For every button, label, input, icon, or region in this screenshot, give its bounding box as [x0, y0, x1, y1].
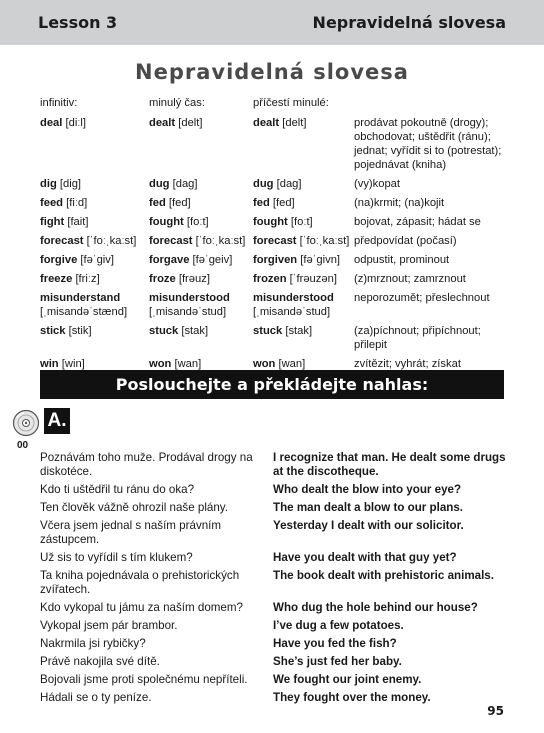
english-sentence: I’ve dug a few potatoes. — [273, 619, 404, 632]
table-row — [40, 291, 510, 324]
pronunciation: [ˌmisandəˈstud] — [149, 306, 227, 318]
past-participle: fought — [253, 216, 288, 228]
past-tense: forecast — [149, 235, 193, 247]
pronunciation: [delt] — [178, 117, 203, 129]
pronunciation: [fed] — [272, 197, 295, 209]
table-row — [40, 196, 510, 215]
infinitive-cell — [40, 253, 149, 272]
sentence-row — [40, 637, 510, 655]
sentence-row — [40, 619, 510, 637]
past-participle: forgiven — [253, 254, 298, 266]
english-sentence: Who dealt the blow into your eye? — [273, 483, 462, 496]
czech-sentence: Ten člověk vážně ohrozil naše plány. — [40, 501, 228, 514]
meaning-cell: prodávat pokoutně (drogy); obchodovat; uštědřit (ránu); jednat; vyřídit si to (potrestat); pojednávat (kniha) — [354, 117, 502, 171]
chapter-title: Nepravidelná slovesa — [312, 13, 506, 32]
past-participle: frozen — [253, 273, 287, 285]
column-header: příčestí minulé: — [253, 97, 329, 109]
table-header-row — [40, 96, 510, 116]
pronunciation: [stak] — [285, 325, 313, 337]
past-tense-cell — [149, 234, 253, 253]
sentence-row — [40, 451, 510, 483]
czech-sentence: Právě nakojila své dítě. — [40, 655, 160, 668]
column-header — [354, 96, 510, 116]
infinitive: stick — [40, 325, 66, 337]
past-participle-cell — [253, 291, 354, 324]
past-tense: froze — [149, 273, 176, 285]
table-row — [40, 215, 510, 234]
page-number: 95 — [487, 704, 504, 718]
table-row — [40, 234, 510, 253]
past-tense-cell — [149, 177, 253, 196]
past-participle-cell — [253, 116, 354, 177]
pronunciation: [foːt] — [186, 216, 209, 228]
past-tense-cell — [149, 324, 253, 357]
pronunciation: [ˈfrəuzən] — [289, 273, 337, 285]
pronunciation: [fəˈgiv] — [80, 254, 114, 266]
page-title: Nepravidelná slovesa — [135, 60, 409, 84]
sentence-row — [40, 483, 510, 501]
pronunciation: [fəˈgeiv] — [192, 254, 233, 266]
past-tense: won — [149, 358, 172, 370]
pronunciation: [dig] — [59, 178, 82, 190]
pronunciation: [fiːd] — [66, 197, 88, 209]
english-sentence: Who dug the hole behind our house? — [273, 601, 478, 614]
meaning-cell: (za)píchnout; připíchnout; přilepit — [354, 325, 481, 351]
past-participle-cell — [253, 272, 354, 291]
meaning-cell: bojovat, zápasit; hádat se — [354, 216, 481, 228]
pronunciation: [fəˈgivn] — [300, 254, 341, 266]
infinitive: forecast — [40, 235, 84, 247]
czech-sentence: Včera jsem jednal s naším právním zástupcem. — [40, 519, 222, 546]
english-sentence: They fought over the money. — [273, 691, 431, 704]
sentence-row — [40, 655, 510, 673]
past-participle: dug — [253, 178, 274, 190]
english-sentence: Have you fed the fish? — [273, 637, 397, 650]
past-tense: fought — [149, 216, 184, 228]
meaning-cell: (na)krmit; (na)kojit — [354, 197, 445, 209]
sentence-row — [40, 501, 510, 519]
infinitive-cell — [40, 272, 149, 291]
infinitive: freeze — [40, 273, 73, 285]
infinitive: fight — [40, 216, 65, 228]
meaning-cell: zvítězit; vyhrát; získat — [354, 358, 461, 370]
pronunciation: [ˈfoːˌkaːst] — [195, 235, 246, 247]
past-participle-cell — [253, 215, 354, 234]
past-participle-cell — [253, 234, 354, 253]
table-row — [40, 177, 510, 196]
past-participle: forecast — [253, 235, 297, 247]
past-tense-cell — [149, 116, 253, 177]
past-participle-cell — [253, 177, 354, 196]
past-tense-cell — [149, 215, 253, 234]
czech-sentence: Poznávám toho muže. Prodával drogy na diskotéce. — [40, 451, 253, 478]
past-participle: won — [253, 358, 276, 370]
section-label: A. — [44, 408, 70, 434]
english-sentence: She’s just fed her baby. — [273, 655, 402, 668]
column-header: minulý čas: — [149, 97, 205, 109]
column-header: infinitiv: — [40, 97, 78, 109]
pronunciation: [foːt] — [290, 216, 313, 228]
lesson-label: Lesson 3 — [38, 13, 118, 32]
english-sentence: Yesterday I dealt with our solicitor. — [273, 519, 464, 532]
infinitive-cell — [40, 324, 149, 357]
irregular-verbs-table — [40, 96, 510, 376]
past-tense-cell — [149, 272, 253, 291]
pronunciation: [stik] — [68, 325, 92, 337]
past-tense-cell — [149, 253, 253, 272]
pronunciation: [frəuz] — [178, 273, 210, 285]
pronunciation: [fed] — [168, 197, 191, 209]
infinitive-cell — [40, 234, 149, 253]
meaning-cell: (z)mrznout; zamrznout — [354, 273, 466, 285]
infinitive-cell — [40, 116, 149, 177]
czech-sentence: Kdo ti uštědřil tu ránu do oka? — [40, 483, 195, 496]
infinitive-cell — [40, 215, 149, 234]
past-participle-cell — [253, 196, 354, 215]
past-tense: dug — [149, 178, 170, 190]
meaning-cell: odpustit, prominout — [354, 254, 450, 266]
infinitive: misunderstand — [40, 292, 121, 304]
past-tense: dealt — [149, 117, 176, 129]
sentence-row — [40, 601, 510, 619]
pronunciation: [diːl] — [65, 117, 87, 129]
pronunciation: [ˈfoːˌkaːst] — [299, 235, 350, 247]
pronunciation: [win] — [61, 358, 85, 370]
pronunciation: [friːz] — [75, 273, 100, 285]
past-tense-cell — [149, 291, 253, 324]
pronunciation: [dag] — [276, 178, 302, 190]
past-tense: stuck — [149, 325, 179, 337]
pronunciation: [ˌmisandəˈstud] — [253, 306, 331, 318]
meaning-cell: předpovídat (počasí) — [354, 235, 457, 247]
infinitive: win — [40, 358, 59, 370]
past-participle: misunderstood — [253, 292, 334, 304]
pronunciation: [stak] — [181, 325, 209, 337]
page-header — [0, 0, 544, 45]
infinitive: feed — [40, 197, 64, 209]
infinitive-cell — [40, 177, 149, 196]
pronunciation: [delt] — [282, 117, 307, 129]
infinitive: forgive — [40, 254, 78, 266]
past-tense: forgave — [149, 254, 190, 266]
english-sentence: Have you dealt with that guy yet? — [273, 551, 457, 564]
pronunciation: [wan] — [278, 358, 306, 370]
sentence-row — [40, 519, 510, 551]
czech-sentence: Hádali se o ty peníze. — [40, 691, 152, 704]
past-participle-cell — [253, 324, 354, 357]
pronunciation: [wan] — [174, 358, 202, 370]
past-tense-cell — [149, 196, 253, 215]
pronunciation: [fait] — [67, 216, 89, 228]
meaning-cell: neporozumět; přeslechnout — [354, 292, 490, 304]
meaning-cell: (vy)kopat — [354, 178, 401, 190]
czech-sentence: Bojovali jsme proti společnému nepříteli. — [40, 673, 248, 686]
english-sentence: The man dealt a blow to our plans. — [273, 501, 464, 514]
table-row — [40, 253, 510, 272]
sentence-row — [40, 569, 510, 601]
past-tense: misunderstood — [149, 292, 230, 304]
table-row — [40, 272, 510, 291]
english-sentence: I recognize that man. He dealt some drugs at the discotheque. — [273, 451, 506, 478]
past-participle: fed — [253, 197, 270, 209]
table-row — [40, 324, 510, 357]
cd-icon[interactable] — [12, 409, 40, 437]
table-row — [40, 116, 510, 177]
exercise-banner: Poslouchejte a překládejte nahlas: — [40, 370, 504, 399]
sentence-row — [40, 673, 510, 691]
infinitive-cell — [40, 291, 149, 324]
infinitive: deal — [40, 117, 63, 129]
past-participle: dealt — [253, 117, 280, 129]
sentence-row — [40, 691, 510, 709]
czech-sentence: Už sis to vyřídil s tím klukem? — [40, 551, 193, 564]
track-number: 00 — [17, 440, 29, 451]
past-participle-cell — [253, 253, 354, 272]
czech-sentence: Ta kniha pojednávala o prehistorických zvířatech. — [40, 569, 240, 596]
czech-sentence: Kdo vykopal tu jámu za naším domem? — [40, 601, 243, 614]
pronunciation: [ˈfoːˌkaːst] — [86, 235, 137, 247]
sentence-row — [40, 551, 510, 569]
czech-sentence: Vykopal jsem pár brambor. — [40, 619, 178, 632]
english-sentence: We fought our joint enemy. — [273, 673, 422, 686]
pronunciation: [ˌmisandəˈstænd] — [40, 306, 128, 318]
infinitive-cell — [40, 196, 149, 215]
past-tense: fed — [149, 197, 166, 209]
czech-sentence: Nakrmila jsi rybičky? — [40, 637, 146, 650]
sentence-pairs — [40, 451, 510, 709]
english-sentence: The book dealt with prehistoric animals. — [273, 569, 494, 582]
infinitive: dig — [40, 178, 57, 190]
pronunciation: [dag] — [172, 178, 198, 190]
past-participle: stuck — [253, 325, 283, 337]
